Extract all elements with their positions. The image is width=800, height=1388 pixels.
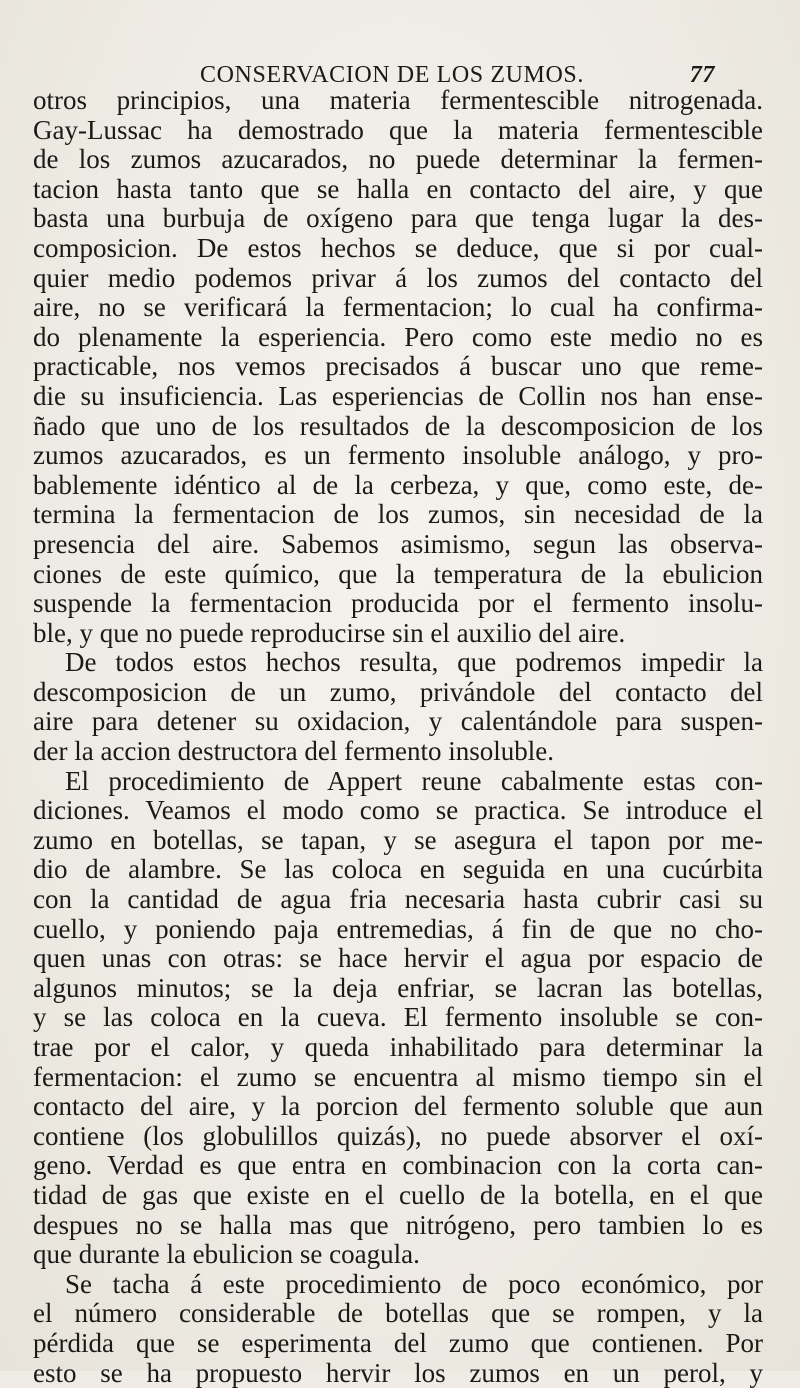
- text-line: zumo en botellas, se tapan, y se asegura el tapon por me-: [33, 824, 763, 855]
- text-line: zumos azucarados, es un fermento insoluble análogo, y pro-: [33, 440, 763, 471]
- text-line: pérdida que se esperimenta del zumo que contienen. Por: [33, 1327, 763, 1358]
- text-line: aire, no se verificará la fermentacion; lo cual ha confirma-: [33, 292, 763, 323]
- text-line: do plenamente la esperiencia. Pero como este medio no es: [33, 321, 763, 352]
- text-line: ñado que uno de los resultados de la descomposicion de los: [33, 410, 763, 441]
- text-line: tidad de gas que existe en el cuello de la botella, en el que: [33, 1179, 763, 1210]
- text-line: trae por el calor, y queda inhabilitado para determinar la: [33, 1032, 763, 1062]
- body-text: [33, 86, 763, 1388]
- text-line: y se las coloca en la cueva. El fermento insoluble se con-: [33, 1002, 763, 1033]
- text-line: aire para detener su oxidacion, y calentándole para suspen-: [33, 706, 763, 737]
- text-line: Gay-Lussac ha demostrado que la materia fermentescible: [33, 114, 763, 145]
- text-line: con la cantidad de agua fria necesaria hasta cubrir casi su: [33, 884, 763, 915]
- text-line: quen unas con otras: se hace hervir el agua por espacio de: [33, 943, 763, 974]
- text-line: despues no se halla mas que nitrógeno, pero tambien lo es: [33, 1209, 763, 1240]
- text-line: practicable, nos vemos precisados á buscar uno que reme-: [33, 351, 763, 382]
- text-line: contacto del aire, y la porcion del fermento soluble que aun: [33, 1091, 763, 1122]
- page-number: 77: [689, 62, 715, 88]
- running-head-title: CONSERVACION DE LOS ZUMOS.: [200, 62, 584, 88]
- text-line: ciones de este químico, que la temperatura de la ebulicion: [33, 558, 763, 589]
- text-line: cuello, y poniendo paja entremedias, á fin de que no cho-: [33, 913, 763, 944]
- text-line: diciones. Veamos el modo como se practica. Se introduce el: [33, 795, 763, 826]
- text-line: el número considerable de botellas que se rompen, y la: [33, 1298, 763, 1329]
- text-line: fermentacion: el zumo se encuentra al mismo tiempo sin el: [33, 1061, 763, 1092]
- text-line: der la accion destructora del fermento insoluble.: [33, 736, 555, 767]
- text-line: die su insuficiencia. Las esperiencias de Collin nos han ense-: [33, 380, 763, 411]
- text-line: El procedimiento de Appert reune cabalmente estas con-: [65, 765, 763, 796]
- text-line: esto se ha propuesto hervir los zumos en un perol, y: [33, 1357, 763, 1388]
- text-line: contiene (los globulillos quizás), no puede absorver el oxí-: [33, 1120, 763, 1151]
- text-line: algunos minutos; se la deja enfriar, se lacran las botellas,: [33, 972, 763, 1003]
- text-line: termina la fermentacion de los zumos, sin necesidad de la: [33, 499, 763, 530]
- text-line: descomposicion de un zumo, privándole del contacto del: [33, 676, 763, 707]
- text-line: basta una burbuja de oxígeno para que tenga lugar la des-: [33, 203, 763, 234]
- text-line: tacion hasta tanto que se halla en contacto del aire, y que: [33, 173, 763, 204]
- text-line: suspende la fermentacion producida por el fermento insolu-: [33, 588, 763, 619]
- text-line: quier medio podemos privar á los zumos del contacto del: [33, 262, 763, 293]
- text-line: geno. Verdad es que entra en combinacion con la corta can-: [33, 1150, 763, 1181]
- text-line: de los zumos azucarados, no puede determinar la fermen-: [33, 144, 763, 175]
- text-line: De todos estos hechos resulta, que podremos impedir la: [65, 647, 763, 678]
- text-line: ble, y que no puede reproducirse sin el auxilio del aire.: [33, 617, 626, 648]
- text-line: composicion. De estos hechos se deduce, que si por cual-: [33, 232, 763, 263]
- text-line: que durante la ebulicion se coagula.: [33, 1239, 420, 1270]
- text-line: dio de alambre. Se las coloca en seguida en una cucúrbita: [33, 854, 763, 885]
- text-line: bablemente idéntico al de la cerbeza, y que, como este, de-: [33, 469, 763, 500]
- text-line: Se tacha á este procedimiento de poco económico, por: [65, 1268, 763, 1299]
- text-line: presencia del aire. Sabemos asimismo, segun las observa-: [33, 528, 763, 559]
- text-line: otros principios, una materia fermentescible nitrogenada.: [33, 85, 763, 115]
